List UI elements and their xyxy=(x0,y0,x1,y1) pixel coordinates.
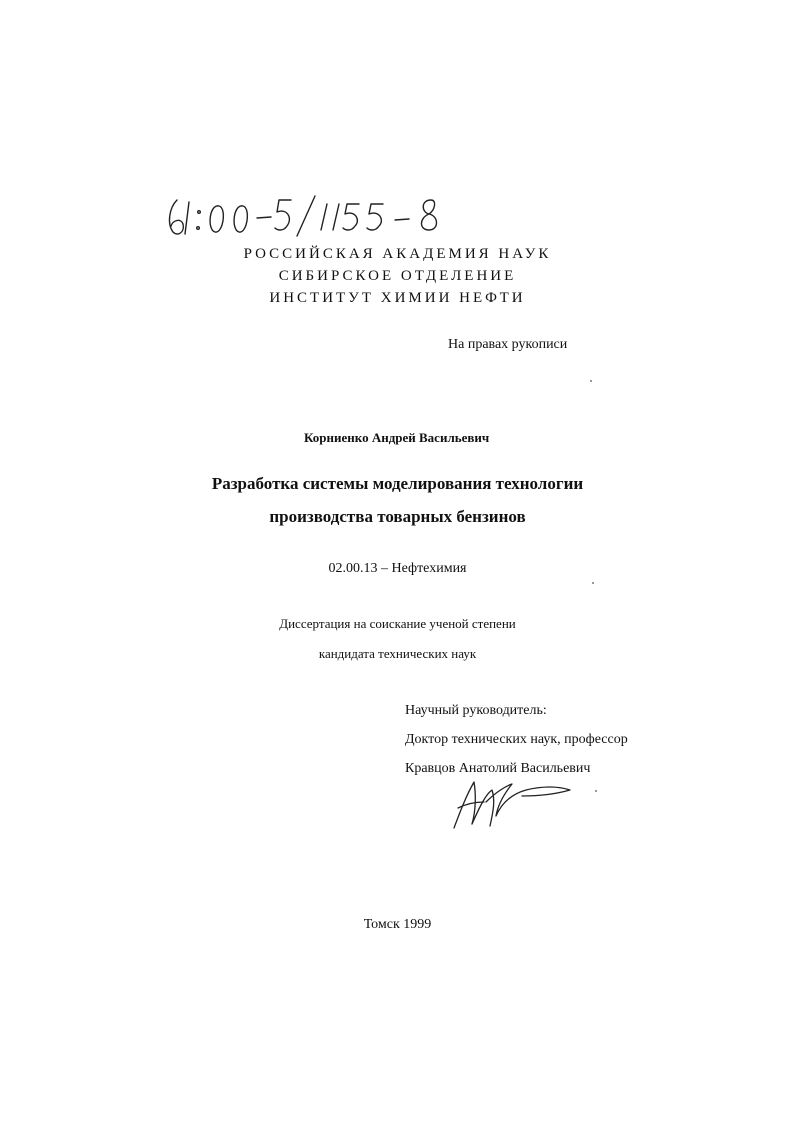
author-name: Корниенко Андрей Васильевич xyxy=(304,430,490,445)
degree-line2: кандидата технических наук xyxy=(318,646,477,661)
scan-speck xyxy=(592,582,594,584)
manuscript-note: На правах рукописи xyxy=(448,337,568,352)
specialty-code: 02.00.13 – Нефтехимия xyxy=(328,561,467,576)
dissertation-title-line2: производства товарных бензинов xyxy=(269,507,526,526)
signature-drawing xyxy=(446,772,576,832)
handwritten-archive-code xyxy=(163,190,453,247)
supervisor-name: Кравцов Анатолий Васильевич xyxy=(405,761,591,776)
dissertation-title-line1: Разработка системы моделирования технологии xyxy=(211,474,584,493)
supervisor-label: Научный руководитель: xyxy=(405,703,547,718)
branch-name: СИБИРСКОЕ ОТДЕЛЕНИЕ xyxy=(278,268,517,284)
supervisor-title: Доктор технических наук, профессор xyxy=(405,732,628,747)
scan-speck xyxy=(595,790,597,792)
handwritten-archive-code-drawing xyxy=(163,190,453,242)
scan-speck xyxy=(590,380,592,382)
institute-name: ИНСТИТУТ ХИМИИ НЕФТИ xyxy=(269,290,526,306)
place-and-year: Томск 1999 xyxy=(363,917,432,932)
degree-line1: Диссертация на соискание ученой степени xyxy=(279,616,516,631)
academy-name: РОССИЙСКАЯ АКАДЕМИЯ НАУК xyxy=(243,246,552,262)
supervisor-signature xyxy=(446,772,576,837)
